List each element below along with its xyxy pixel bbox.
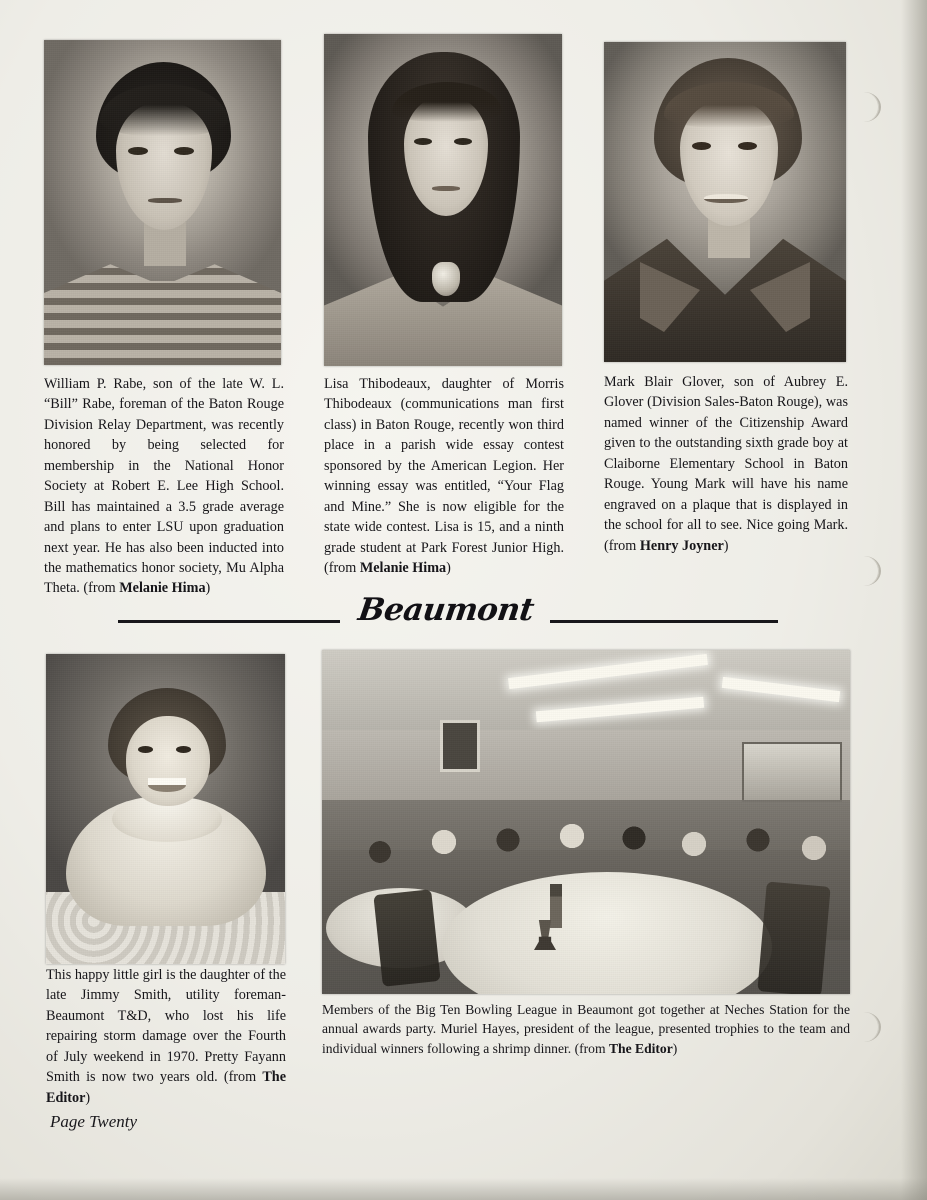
photo-fayann-smith — [46, 654, 285, 964]
caption-tail: ) — [446, 559, 451, 576]
caption-text: Mark Blair Glover, son of Aubrey E. Glover (Division Sales-Baton Rouge), was named winner of the Citizenship Award given to the outstanding sixth grade boy at Claiborne Elementary School in Baton Rouge. Young Mark will have his name engraved on a plaque that is displayed in the school for all to see. Nice going Mark. (from — [604, 374, 848, 554]
divider-rule-left — [118, 620, 340, 623]
page-number: Page Twenty — [50, 1112, 138, 1131]
portrait-william-rabe — [44, 40, 281, 365]
caption-text: Members of the Big Ten Bowling League in Beaumont got together at Neches Station for the annual awards party. Muriel Hayes, president of the league, presented trophies to the team and individual winners following a shrimp dinner. (from — [322, 1002, 850, 1056]
caption-credit: The Editor — [608, 1040, 673, 1056]
film-grain-overlay — [322, 650, 850, 994]
caption-text: Lisa Thibodeaux, daughter of Morris Thibodeaux (communications man first class) in Baton Rouge, recently won third place in a parish wide essay contest sponsored by the American Legion. Her winning essay was entitled, “Your Flag and Mine.” She is now eligible for the state wide contest. Lisa is 15, and a ninth grade student at Park Forest Junior High. (from — [324, 376, 564, 576]
caption-credit: The Editor — [46, 1069, 286, 1106]
divider-rule-right — [550, 620, 778, 623]
section-divider — [118, 592, 778, 648]
caption-william-rabe — [44, 374, 284, 599]
caption-tail: ) — [672, 1040, 678, 1056]
caption-lisa-thibodeaux — [324, 374, 564, 578]
caption-credit: Melanie Hima — [119, 580, 206, 597]
caption-credit: Henry Joyner — [639, 537, 724, 554]
caption-credit: Melanie Hima — [359, 559, 447, 576]
caption-fayann-smith — [46, 965, 286, 1108]
caption-bowling-banquet — [322, 1000, 850, 1058]
caption-tail: ) — [85, 1089, 91, 1106]
film-grain-overlay — [604, 42, 846, 362]
caption-tail: ) — [723, 537, 729, 554]
section-heading: Beaumont — [356, 592, 536, 628]
caption-text: This happy little girl is the daughter of the late Jimmy Smith, utility foreman-Beaumont T&D, who lost his life repairing storm damage over the Fourth of July weekend in 1970. Pretty Fayann Smith is now two years old. (from — [46, 967, 286, 1086]
portrait-lisa-thibodeaux — [324, 34, 562, 366]
film-grain-overlay — [324, 34, 562, 366]
portrait-mark-glover — [604, 42, 846, 362]
film-grain-overlay — [46, 654, 285, 964]
caption-text: William P. Rabe, son of the late W. L. “Bill” Rabe, foreman of the Baton Rouge Division Relay Department, was recently honored by being selected for membership in the National Honor Society at Robert E. Lee High School. Bill has maintained a 3.5 grade average and plans to enter LSU upon graduation next year. He has also been inducted into the mathematics honor society, Mu Alpha Theta. (from — [44, 376, 284, 597]
film-grain-overlay — [44, 40, 281, 365]
caption-tail: ) — [205, 580, 211, 597]
photo-bowling-banquet — [322, 650, 850, 994]
caption-mark-glover — [604, 372, 848, 556]
